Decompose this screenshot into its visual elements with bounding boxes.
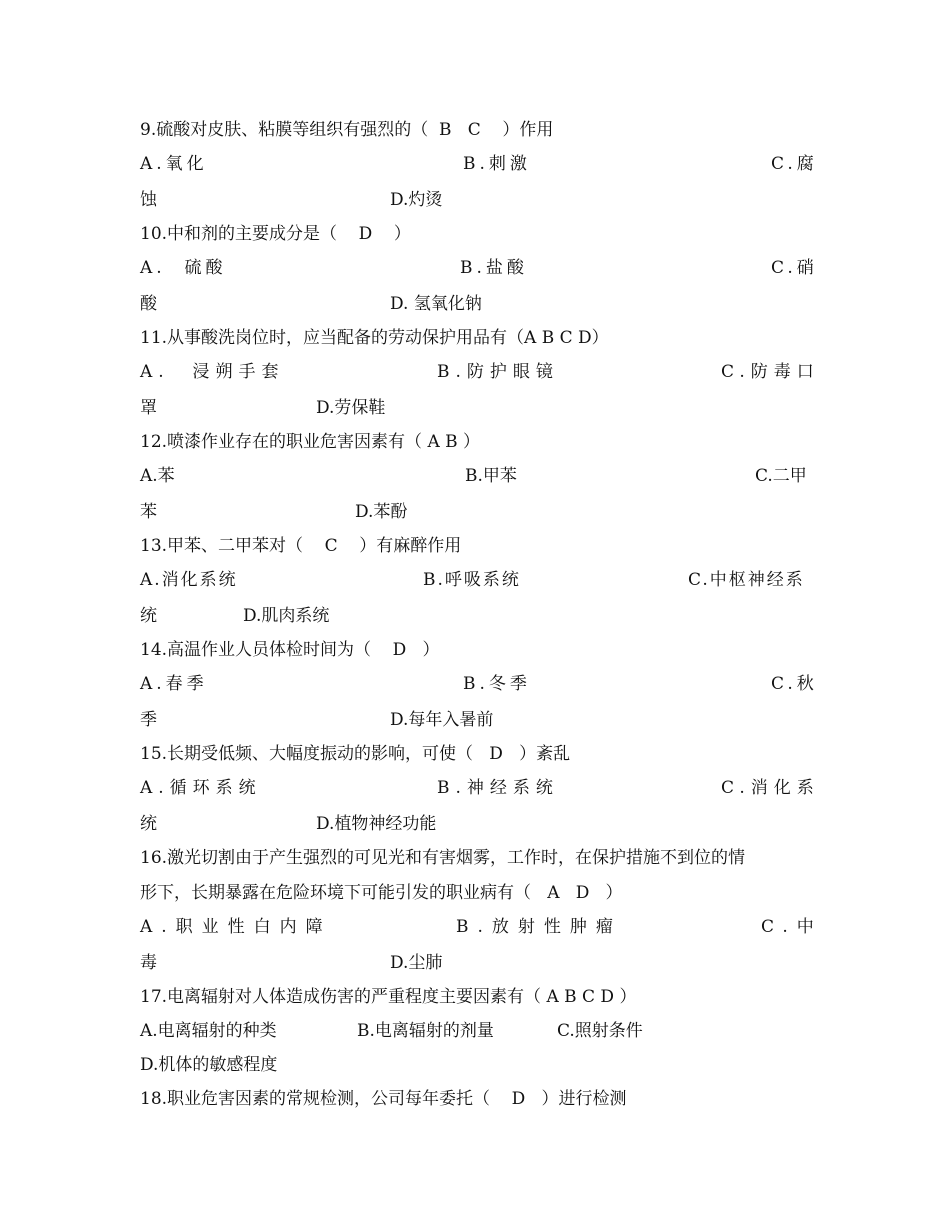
question-18-stem-line xyxy=(0,1082,950,1116)
question-16-stem-continued: 形下，长期暴露在危险环境下可能引发的职业病有（ A D ） xyxy=(140,883,623,903)
question-9-option-c-wrap: 蚀 xyxy=(140,190,157,210)
question-13-option-b: B.呼吸系统 xyxy=(423,570,521,590)
question-9-option-b: B.刺激 xyxy=(463,154,531,174)
question-12-stem-line xyxy=(0,425,950,459)
question-9-stem-line xyxy=(0,113,950,147)
question-15-stem: 15.长期受低频、大幅度振动的影响，可使（ D ）紊乱 xyxy=(140,744,571,764)
question-16-stem: 16.激光切割由于产生强烈的可见光和有害烟雾，工作时，在保护措施不到位的情 xyxy=(140,848,746,868)
question-13-options-line xyxy=(0,563,950,597)
question-15-option-c-wrap: 统 xyxy=(140,814,157,834)
question-16-options-line xyxy=(0,910,950,944)
question-11-option-c-wrap: 罩 xyxy=(140,398,157,418)
question-16-stem-line xyxy=(0,841,950,875)
question-12-options-line-2 xyxy=(0,495,950,529)
question-10-options-line-2 xyxy=(0,287,950,321)
question-15-option-d: D.植物神经功能 xyxy=(316,814,437,834)
question-11-option-b: B.防护眼镜 xyxy=(437,362,559,382)
question-13-options-line-2 xyxy=(0,599,950,633)
question-17-option-b: B.电离辐射的剂量 xyxy=(357,1021,494,1041)
question-14-option-d: D.每年入暑前 xyxy=(390,710,494,730)
question-13-stem: 13.甲苯、二甲苯对（ C ）有麻醉作用 xyxy=(140,536,462,556)
question-13-option-c-wrap: 统 xyxy=(140,606,157,626)
question-15-option-a: A.循环系统 xyxy=(140,778,262,798)
question-10-option-a: A. 硫酸 xyxy=(140,258,227,278)
question-13-stem-line xyxy=(0,529,950,563)
question-13-option-c: C.中枢神经系 xyxy=(688,570,805,590)
question-14-option-c: C.秋 xyxy=(771,674,818,694)
question-15-option-b: B.神经系统 xyxy=(437,778,559,798)
question-10-stem-line xyxy=(0,217,950,251)
question-15-stem-line xyxy=(0,737,950,771)
question-10-options-line xyxy=(0,251,950,285)
question-11-options-line xyxy=(0,355,950,389)
question-11-option-a: A. 浸朔手套 xyxy=(140,362,285,382)
question-14-option-c-wrap: 季 xyxy=(140,710,157,730)
question-17-options-line xyxy=(0,1014,950,1048)
question-12-option-a: A.苯 xyxy=(140,466,175,486)
question-11-stem-line xyxy=(0,321,950,355)
question-14-options-line xyxy=(0,667,950,701)
question-11-options-line-2 xyxy=(0,391,950,425)
question-9-options-line-2 xyxy=(0,183,950,217)
question-17-stem-line xyxy=(0,980,950,1014)
question-11-option-c: C.防毒口 xyxy=(721,362,820,382)
question-15-options-line xyxy=(0,771,950,805)
question-17-option-a: A.电离辐射的种类 xyxy=(140,1021,277,1041)
question-9-option-c: C.腐 xyxy=(771,154,818,174)
question-9-options-line xyxy=(0,147,950,181)
question-14-options-line-2 xyxy=(0,703,950,737)
question-12-option-c-wrap: 苯 xyxy=(140,502,157,522)
question-16-option-d: D.尘肺 xyxy=(390,953,443,973)
question-15-options-line-2 xyxy=(0,807,950,841)
question-10-option-b: B.盐酸 xyxy=(460,258,528,278)
question-12-option-d: D.苯酚 xyxy=(355,502,408,522)
question-10-stem: 10.中和剂的主要成分是（ D ） xyxy=(140,224,411,244)
question-11-option-d: D.劳保鞋 xyxy=(316,398,386,418)
question-14-option-b: B.冬季 xyxy=(463,674,531,694)
question-14-stem-line xyxy=(0,633,950,667)
question-12-stem: 12.喷漆作业存在的职业危害因素有（ A B ） xyxy=(140,432,481,452)
question-16-stem-line-2 xyxy=(0,876,950,910)
question-16-options-line-2 xyxy=(0,946,950,980)
question-17-option-c: C.照射条件 xyxy=(557,1021,643,1041)
question-12-option-c: C.二甲 xyxy=(755,466,807,486)
question-17-option-d: D.机体的敏感程度 xyxy=(140,1055,278,1075)
question-9-stem: 9.硫酸对皮肤、粘膜等组织有强烈的（ B C ）作用 xyxy=(140,120,554,140)
question-10-option-c: C.硝 xyxy=(771,258,818,278)
question-16-option-c: C.中 xyxy=(761,917,823,937)
question-13-option-d: D.肌肉系统 xyxy=(243,606,330,626)
question-16-option-b: B.放射性肿瘤 xyxy=(456,917,622,937)
question-16-option-c-wrap: 毒 xyxy=(140,953,157,973)
question-14-stem: 14.高温作业人员体检时间为（ D ） xyxy=(140,640,440,660)
question-12-options-line xyxy=(0,459,950,493)
question-10-option-c-wrap: 酸 xyxy=(140,294,157,314)
question-10-option-d: D. 氢氧化钠 xyxy=(390,294,482,314)
question-17-stem: 17.电离辐射对人体造成伤害的严重程度主要因素有（ A B C D ） xyxy=(140,987,637,1007)
question-12-option-b: B.甲苯 xyxy=(465,466,517,486)
question-17-options-line-2 xyxy=(0,1048,950,1082)
question-9-option-a: A.氧化 xyxy=(140,154,208,174)
question-13-option-a: A.消化系统 xyxy=(140,570,238,590)
question-15-option-c: C.消化系 xyxy=(721,778,820,798)
question-16-option-a: A.职业性白内障 xyxy=(140,917,332,937)
question-14-option-a: A.春季 xyxy=(140,674,208,694)
question-11-stem: 11.从事酸洗岗位时，应当配备的劳动保护用品有（A B C D） xyxy=(140,328,609,348)
question-18-stem: 18.职业危害因素的常规检测，公司每年委托（ D ）进行检测 xyxy=(140,1089,627,1109)
question-9-option-d: D.灼烫 xyxy=(390,190,443,210)
